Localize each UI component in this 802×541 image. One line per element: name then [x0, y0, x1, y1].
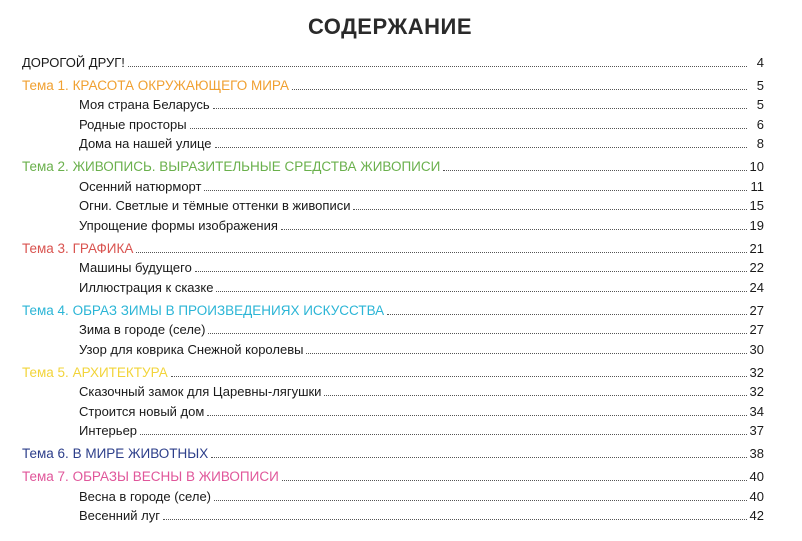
toc-theme-4[interactable]: [22, 298, 764, 318]
leader-dots: [215, 147, 747, 148]
toc-item[interactable]: [22, 399, 764, 419]
toc-theme-6[interactable]: [22, 441, 764, 461]
leader-dots: [281, 229, 747, 230]
toc-page-number: 38: [749, 446, 764, 461]
toc-item[interactable]: [22, 380, 764, 400]
toc-item[interactable]: [22, 174, 764, 194]
leader-dots: [214, 500, 747, 501]
toc-label: Машины будущего: [79, 260, 192, 275]
leader-dots: [353, 209, 746, 210]
toc-item[interactable]: [22, 194, 764, 214]
leader-dots: [213, 108, 747, 109]
leader-dots: [163, 519, 747, 520]
toc-item[interactable]: [22, 213, 764, 233]
toc-label: Строится новый дом: [79, 403, 205, 419]
toc-theme-7[interactable]: [22, 464, 764, 484]
toc-item[interactable]: [22, 318, 764, 338]
toc-page-number: 27: [749, 322, 764, 337]
toc-label: Родные просторы: [79, 116, 187, 132]
toc-theme-prefix: Тема 3.: [22, 240, 69, 256]
toc-theme-name: АРХИТЕКТУРА: [72, 364, 168, 380]
toc-theme-name: ЖИВОПИСЬ. ВЫРАЗИТЕЛЬНЫЕ СРЕДСТВА ЖИВОПИСИ: [72, 159, 441, 174]
toc-theme-name: ОБРАЗЫ ВЕСНЫ В ЖИВОПИСИ: [72, 469, 279, 484]
toc-theme-label: [22, 241, 133, 256]
toc-page-number: 40: [749, 488, 764, 504]
toc-page-number: 21: [749, 240, 764, 256]
toc-label: Осенний натюрморт: [79, 178, 202, 194]
leader-dots: [207, 415, 746, 416]
toc-page-number: 5: [756, 97, 764, 112]
toc-theme-1[interactable]: [22, 73, 764, 93]
toc-theme-prefix: Тема 7.: [22, 469, 69, 484]
toc-page-number: 10: [749, 159, 764, 174]
toc-row-intro[interactable]: [22, 50, 764, 70]
toc-page-number: 19: [749, 217, 764, 233]
table-of-contents: [22, 50, 764, 523]
toc-theme-prefix: Тема 5.: [22, 364, 69, 380]
toc-page-number: 42: [749, 508, 764, 523]
toc-label: Иллюстрация к сказке: [79, 279, 214, 295]
toc-page-number: 15: [749, 198, 764, 213]
toc-label: Весенний луг: [79, 508, 160, 523]
toc-label: Упрощение формы изображения: [79, 217, 278, 233]
toc-page-number: 24: [749, 279, 764, 295]
toc-label: Узор для коврика Снежной королевы: [79, 341, 304, 357]
toc-page-number: 30: [749, 341, 764, 357]
toc-page-number: 5: [756, 77, 764, 93]
leader-dots: [387, 314, 746, 315]
toc-theme-3[interactable]: [22, 236, 764, 256]
leader-dots: [204, 190, 747, 191]
toc-theme-prefix: Тема 2.: [22, 159, 69, 174]
leader-dots: [292, 89, 747, 90]
toc-page-number: 22: [749, 260, 764, 275]
leader-dots: [171, 376, 747, 377]
toc-item[interactable]: [22, 132, 764, 152]
toc-theme-name: ГРАФИКА: [72, 240, 134, 256]
toc-theme-label: [22, 469, 279, 484]
leader-dots: [443, 170, 746, 171]
leader-dots: [211, 457, 746, 458]
toc-page-number: 8: [756, 136, 764, 151]
toc-theme-label: [22, 446, 208, 461]
leader-dots: [136, 252, 746, 253]
leader-dots: [208, 333, 746, 334]
leader-dots: [324, 395, 746, 396]
toc-page-number: 6: [756, 116, 764, 132]
toc-page-number: 32: [749, 364, 764, 380]
leader-dots: [128, 66, 747, 67]
leader-dots: [140, 434, 747, 435]
toc-theme-name: В МИРЕ ЖИВОТНЫХ: [72, 446, 209, 461]
toc-page-number: 37: [749, 423, 764, 438]
toc-item[interactable]: [22, 256, 764, 276]
page-title: СОДЕРЖАНИЕ: [307, 14, 473, 39]
toc-theme-label: [22, 303, 384, 318]
toc-theme-2[interactable]: [22, 154, 764, 174]
toc-item[interactable]: [22, 275, 764, 295]
leader-dots: [216, 291, 746, 292]
toc-page-number: 34: [749, 403, 764, 419]
toc-item[interactable]: [22, 419, 764, 439]
toc-label: Зима в городе (селе): [79, 322, 206, 337]
toc-item[interactable]: [22, 504, 764, 524]
toc-item[interactable]: [22, 93, 764, 113]
toc-theme-name: КРАСОТА ОКРУЖАЮЩЕГО МИРА: [72, 77, 290, 93]
leader-dots: [195, 271, 747, 272]
toc-page-number: 11: [750, 178, 764, 194]
toc-theme-prefix: Тема 1.: [22, 77, 69, 93]
toc-page-number: 4: [756, 54, 764, 70]
leader-dots: [190, 128, 747, 129]
toc-page-number: 40: [749, 469, 764, 484]
toc-page-number: 32: [749, 384, 764, 399]
toc-theme-name: ОБРАЗ ЗИМЫ В ПРОИЗВЕДЕНИЯХ ИСКУССТВА: [72, 302, 385, 318]
toc-item[interactable]: [22, 337, 764, 357]
leader-dots: [282, 480, 747, 481]
toc-page-number: 27: [749, 302, 764, 318]
toc-theme-label: [22, 78, 289, 93]
toc-label: Интерьер: [79, 423, 138, 438]
toc-theme-label: [22, 159, 440, 174]
toc-theme-5[interactable]: [22, 360, 764, 380]
toc-label: ДОРОГОЙ ДРУГ!: [22, 54, 125, 70]
toc-label: Огни. Светлые и тёмные оттенки в живописи: [79, 198, 351, 213]
toc-label: Сказочный замок для Царевны-лягушки: [79, 384, 322, 399]
toc-label: Моя страна Беларусь: [79, 97, 210, 112]
toc-theme-prefix: Тема 4.: [22, 302, 69, 318]
toc-item[interactable]: [22, 112, 764, 132]
leader-dots: [306, 353, 746, 354]
toc-theme-label: [22, 365, 168, 380]
toc-theme-prefix: Тема 6.: [22, 446, 69, 461]
toc-label: Дома на нашей улице: [79, 136, 212, 151]
toc-label: Весна в городе (селе): [79, 488, 211, 504]
toc-item[interactable]: [22, 484, 764, 504]
